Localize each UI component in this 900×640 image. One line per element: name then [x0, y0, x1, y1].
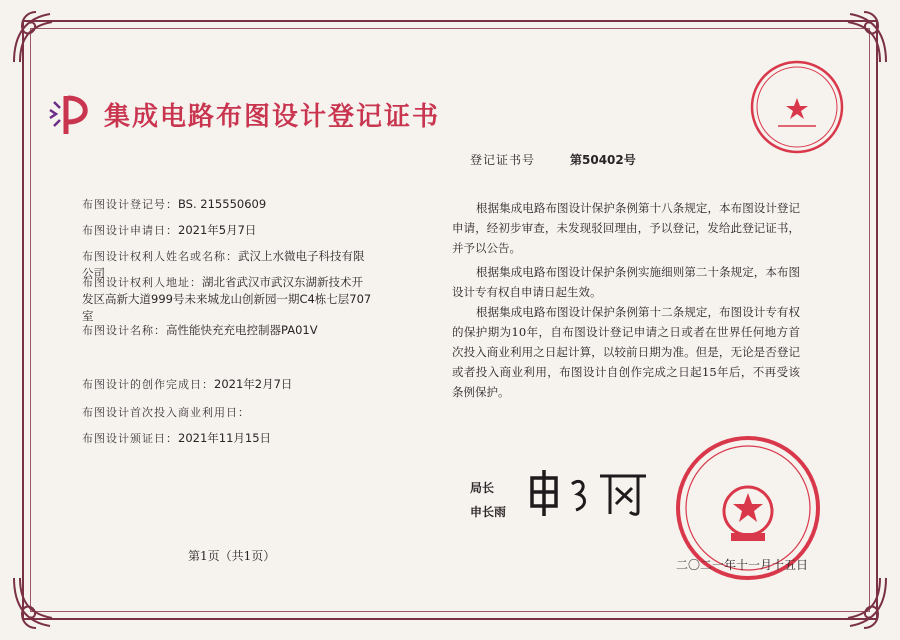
field-creation-date — [82, 376, 372, 393]
field-label: 布图设计登记号： — [82, 198, 178, 211]
field-registration-no — [82, 196, 372, 213]
field-value: BS. 215550609 — [178, 197, 267, 211]
legal-paragraph-2: 根据集成电路布图设计保护条例实施细则第二十条规定，本布图设计专有权自申请日起生效。 — [452, 265, 800, 299]
field-value: 2021年5月7日 — [178, 223, 257, 237]
field-label: 布图设计名称： — [82, 324, 166, 337]
field-owner-address — [82, 274, 372, 325]
field-label: 布图设计权利人地址： — [82, 276, 202, 289]
corner-ornament-bottom-right — [828, 570, 894, 636]
field-issue-date — [82, 430, 372, 447]
field-value: 高性能快充充电控制器PA01V — [166, 323, 318, 337]
top-seal-stamp — [748, 58, 846, 156]
issue-date-chinese: 二〇二一年十一月十五日 — [676, 558, 809, 572]
page-number: 第1页（共1页） — [188, 549, 276, 563]
field-label: 布图设计首次投入商业利用日： — [82, 406, 250, 419]
reg-number-value: 第50402号 — [570, 153, 636, 167]
field-label: 布图设计权利人姓名或名称： — [82, 250, 238, 263]
corner-ornament-top-left — [6, 4, 72, 70]
field-first-commercial-date — [82, 404, 372, 421]
field-application-date — [82, 222, 372, 239]
field-value: 2021年2月7日 — [214, 377, 293, 391]
field-label: 布图设计申请日： — [82, 224, 178, 237]
legal-paragraph-3: 根据集成电路布图设计保护条例第十二条规定，布图设计专有权的保护期为10年，自布图设计登记申请之日或者在世界任何地方首次投入商业利用之日起计算，以较前日期为准。但是，无论是否登记或者投入商业利用，布图设计自创作完成之日起15年后，不再受该条例保护。 — [452, 305, 800, 399]
legal-paragraph-1: 根据集成电路布图设计保护条例第十八条规定，本布图设计登记申请，经初步审查，未发现驳回理由，予以登记，发给此登记证书，并予以公告。 — [452, 201, 800, 255]
corner-ornament-bottom-left — [6, 570, 72, 636]
field-label: 布图设计颁证日： — [82, 432, 178, 445]
director-name: 申长雨 — [470, 505, 507, 519]
field-design-name — [82, 322, 372, 339]
certificate-title: 集成电路布图设计登记证书 — [104, 102, 441, 132]
reg-number-label: 登记证书号 — [470, 153, 536, 167]
director-title: 局长 — [470, 481, 495, 495]
field-label: 布图设计的创作完成日： — [82, 378, 214, 391]
ic-layout-logo-icon — [46, 92, 98, 138]
field-value: 2021年11月15日 — [178, 431, 272, 445]
director-signature — [526, 466, 656, 518]
field-value: 湖北省武汉市武汉东湖新技术开发区高新大道999号未来城龙山创新园一期C4栋七层707室 — [82, 275, 372, 323]
field-value: 武汉上水微电子科技有限公司 — [82, 249, 365, 280]
